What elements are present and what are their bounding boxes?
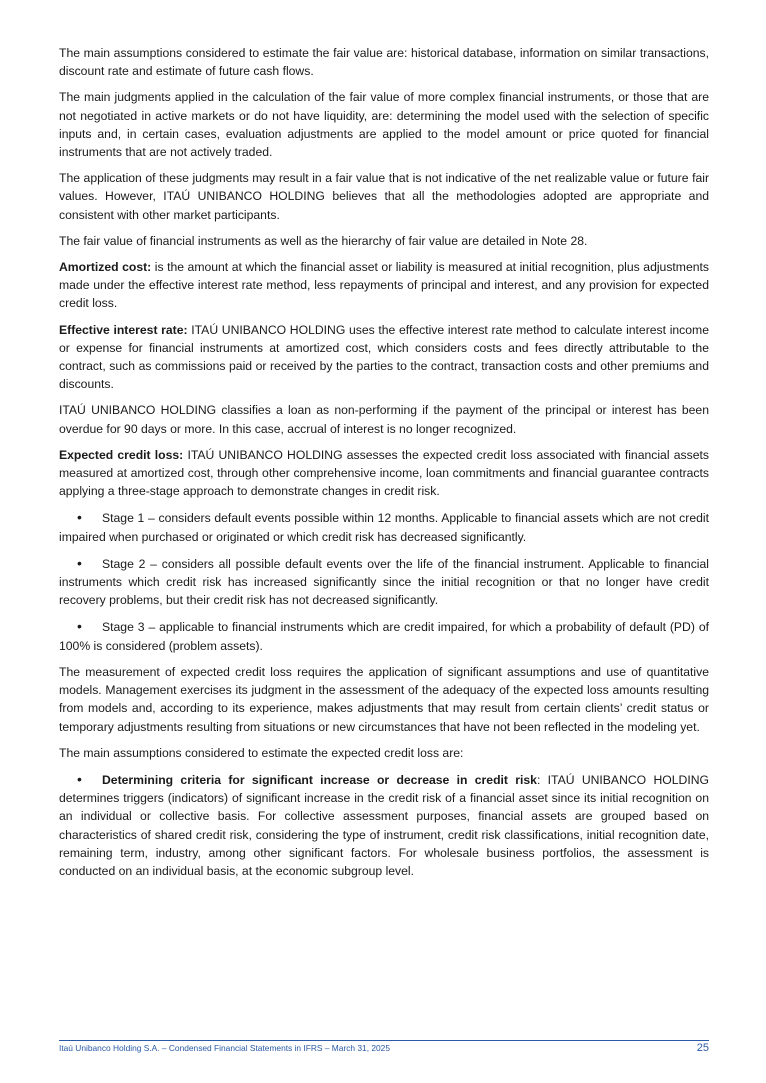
paragraph-expected-credit-loss [59,446,709,501]
criteria-item [59,770,709,880]
criteria-text: : ITAÚ UNIBANCO HOLDING determines triggers (indicators) of significant increase in the credit risk of a financial asset since its initial recognition on an individual or collective basis. For collective assessment purposes, financial assets are grouped based on characteristics of shared credit risk, considering the type of instrument, credit risk classifications, initial recognition date, remaining term, industry, among other significant factors. For wholesale business portfolios, the assessment is conducted on an individual basis, at the economic subgroup level. [59,772,709,878]
amortized-cost-text: is the amount at which the financial asset or liability is measured at initial recognition, plus adjustments made under the effective interest rate method, less repayments of principal and interest, and any provision for expected credit loss. [59,260,709,311]
stage-3-item [59,617,709,654]
stage-3-text: Stage 3 – applicable to financial instruments which are credit impaired, for which a probability of default (PD) of 100% is considered (problem assets). [59,620,709,653]
stage-1-text: Stage 1 – considers default events possible within 12 months. Applicable to financial assets which are not credit impaired when purchased or originated or which credit risk has decreased significantly. [59,511,709,544]
expected-credit-loss-text: ITAÚ UNIBANCO HOLDING assesses the expected credit loss associated with financial assets measured at amortized cost, through other comprehensive income, loan commitments and financial guarantee contracts applying a three-stage approach to demonstrate changes in credit risk. [59,447,709,499]
paragraph-amortized-cost [59,258,709,313]
bullet-icon: • [77,554,82,571]
footer-title: Itaú Unibanco Holding S.A. – Condensed Financial Statements in IFRS – March 31, 2025 [59,1043,391,1053]
footer-divider [59,1040,709,1041]
stage-2-text: Stage 2 – considers all possible default events over the life of the financial instrument. Applicable to financial instruments which credit risk has increased significantly since the initial recognition or that no longer have credit recovery problems, but their credit risk has not decreased significantly. [59,556,709,608]
paragraph-note-28-reference: The fair value of financial instruments as well as the hierarchy of fair value are detailed in Note 28. [59,233,588,248]
stage-1-item [59,508,709,545]
term-criteria: Determining criteria for significant increase or decrease in credit risk [102,772,537,787]
paragraph-ecl-assumptions-intro: The main assumptions considered to estimate the expected credit loss are: [59,745,464,760]
paragraph-non-performing-loan: ITAÚ UNIBANCO HOLDING classifies a loan as non-performing if the payment of the principal or interest has been overdue for 90 days or more. In this case, accrual of interest is no longer recognized. [59,403,709,436]
bullet-icon: • [77,770,82,787]
term-amortized-cost: Amortized cost: [59,260,152,275]
term-effective-interest-rate: Effective interest rate: [59,322,188,337]
paragraph-fair-value-assumptions: The main assumptions considered to estimate the fair value are: historical database, information on similar transactions, discount rate and estimate of future cash flows. [59,46,709,79]
paragraph-judgment-application: The application of these judgments may result in a fair value that is not indicative of the net realizable value or future fair values. However, ITAÚ UNIBANCO HOLDING believes that all the methodologies adopted are appropriate and consistent with other market participants. [59,171,709,222]
document-body [59,44,709,888]
paragraph-ecl-measurement: The measurement of expected credit loss requires the application of significant assumptions and use of quantitative models. Management exercises its judgment in the assessment of the adequacy of the expected loss amounts resulting from models and, according to its experience, makes adjustments that may result from certain clients’ credit status or temporary adjustments resulting from situations or new circumstances that have not been reflected in the modeling yet. [59,664,709,734]
bullet-icon: • [77,509,82,526]
page-number: 25 [696,1042,709,1054]
stage-2-item [59,554,709,610]
effective-interest-rate-text: ITAÚ UNIBANCO HOLDING uses the effective interest rate method to calculate interest income or expense for financial instruments at amortized cost, which considers costs and fees directly attributable to the contract, such as commissions paid or received by the parties to the contract, transaction costs and other premiums and discounts. [59,322,709,392]
paragraph-effective-interest-rate [59,321,709,394]
paragraph-fair-value-judgments: The main judgments applied in the calculation of the fair value of more complex financial instruments, or those that are not negotiated in active markets or do not have liquidity, are: determining the model used with the selection of specific inputs and, in certain cases, evaluation adjustments are applied to the model amount or price quoted for financial instruments that are not actively traded. [59,90,709,160]
bullet-icon: • [77,618,82,635]
term-expected-credit-loss: Expected credit loss: [59,447,184,462]
